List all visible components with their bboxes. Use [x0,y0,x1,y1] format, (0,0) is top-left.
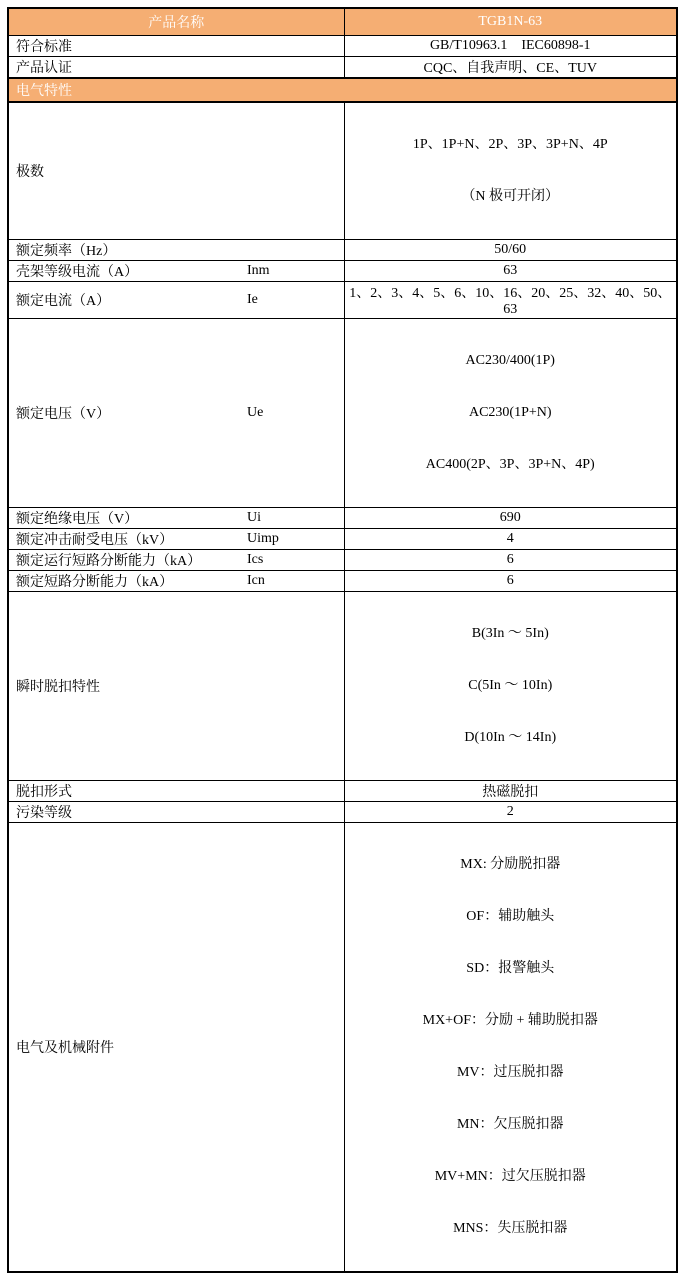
row-value: 2 [344,802,677,823]
row-value: 热磁脱扣 [344,781,677,802]
row-value [344,319,677,508]
row-label: 产品认证 [8,57,344,79]
value-line: AC230(1P+N) [468,405,552,420]
row-label: 符合标准 [8,36,344,57]
value-line: AC230/400(1P) [465,353,555,368]
row-label-text: 额定电压（V） [16,407,111,422]
value-line: MX: 分励脱扣器 [460,857,561,872]
value-line: （N 极可开闭） [461,189,560,204]
row-trip-type [8,781,677,802]
value-line: MV：过压脱扣器 [456,1065,564,1080]
value-line: AC400(2P、3P、3P+N、4P) [425,457,595,472]
row-value: 6 [344,550,677,571]
row-label-text: 电气及机械附件 [16,1041,114,1056]
row-value: 690 [344,508,677,529]
row-label-text: 额定电流（A） [16,294,111,309]
row-symbol: Ue [247,405,264,420]
row-label [8,550,344,571]
row-label-text: 极数 [16,165,44,180]
row-frame-rated-current [8,261,677,282]
row-label-text: 额定运行短路分断能力（kA） [16,554,202,569]
row-label [8,261,344,282]
value-line: 1P、1P+N、2P、3P、3P+N、4P [412,137,608,152]
row-label-text: 额定冲击耐受电压（kV） [16,533,174,548]
row-label [8,240,344,261]
row-label [8,508,344,529]
row-value: 50/60 [344,240,677,261]
row-certification [8,57,677,79]
row-label [8,282,344,319]
row-pollution-degree [8,802,677,823]
row-rated-service-short-circuit-breaking-capacity [8,550,677,571]
value-line: OF：辅助触头 [466,909,555,924]
value-line: MV+MN：过欠压脱扣器 [434,1169,586,1184]
product-model-header-cell: TGB1N-63 [344,8,677,36]
row-value: 1、2、3、4、5、6、10、16、20、25、32、40、50、63 [344,282,677,319]
row-label [8,823,344,1273]
value-line: MN：欠压脱扣器 [456,1117,564,1132]
row-rated-current [8,282,677,319]
row-value: GB/T10963.1 IEC60898-1 [344,36,677,57]
row-symbol: Ui [247,510,261,525]
row-label-text: 脱扣形式 [16,785,72,800]
row-label [8,102,344,240]
header-row [8,8,677,36]
row-symbol: Uimp [247,531,279,546]
row-rated-voltage [8,319,677,508]
row-poles [8,102,677,240]
row-label-text: 污染等级 [16,806,72,821]
row-value [344,592,677,781]
row-label [8,592,344,781]
row-value: 63 [344,261,677,282]
row-symbol: Inm [247,263,270,278]
row-label-text: 额定绝缘电压（V） [16,512,139,527]
row-symbol: Ics [247,552,264,567]
value-line: C(5In ～ 10In) [468,678,553,693]
value-line: MNS：失压脱扣器 [453,1221,568,1236]
row-symbol: Icn [247,573,265,588]
section-title: 电气特性 [8,78,677,102]
value-line: D(10In ～ 14In) [464,730,557,745]
value-line: MX+OF：分励 + 辅助脱扣器 [422,1013,598,1028]
row-label-text: 额定频率（Hz） [16,244,117,259]
row-value: 4 [344,529,677,550]
row-rated-insulation-voltage [8,508,677,529]
row-symbol: Ie [247,292,258,307]
row-label [8,571,344,592]
spec-table [7,7,678,1273]
row-value: 6 [344,571,677,592]
row-instantaneous-trip-characteristic [8,592,677,781]
row-rated-short-circuit-breaking-capacity [8,571,677,592]
value-line: B(3In ～ 5In) [471,626,549,641]
row-label [8,802,344,823]
row-value [344,102,677,240]
section-row-electrical-characteristics [8,78,677,102]
row-label-text: 额定短路分断能力（kA） [16,575,174,590]
row-standards [8,36,677,57]
row-rated-frequency [8,240,677,261]
row-electrical-mechanical-accessories [8,823,677,1273]
row-label [8,781,344,802]
row-label-text: 壳架等级电流（A） [16,265,139,280]
product-name-header-cell: 产品名称 [8,8,344,36]
value-line: SD：报警触头 [466,961,555,976]
row-value [344,823,677,1273]
row-rated-impulse-withstand-voltage [8,529,677,550]
row-value: CQC、自我声明、CE、TUV [344,57,677,79]
row-label [8,529,344,550]
row-label [8,319,344,508]
row-label-text: 瞬时脱扣特性 [16,680,100,695]
